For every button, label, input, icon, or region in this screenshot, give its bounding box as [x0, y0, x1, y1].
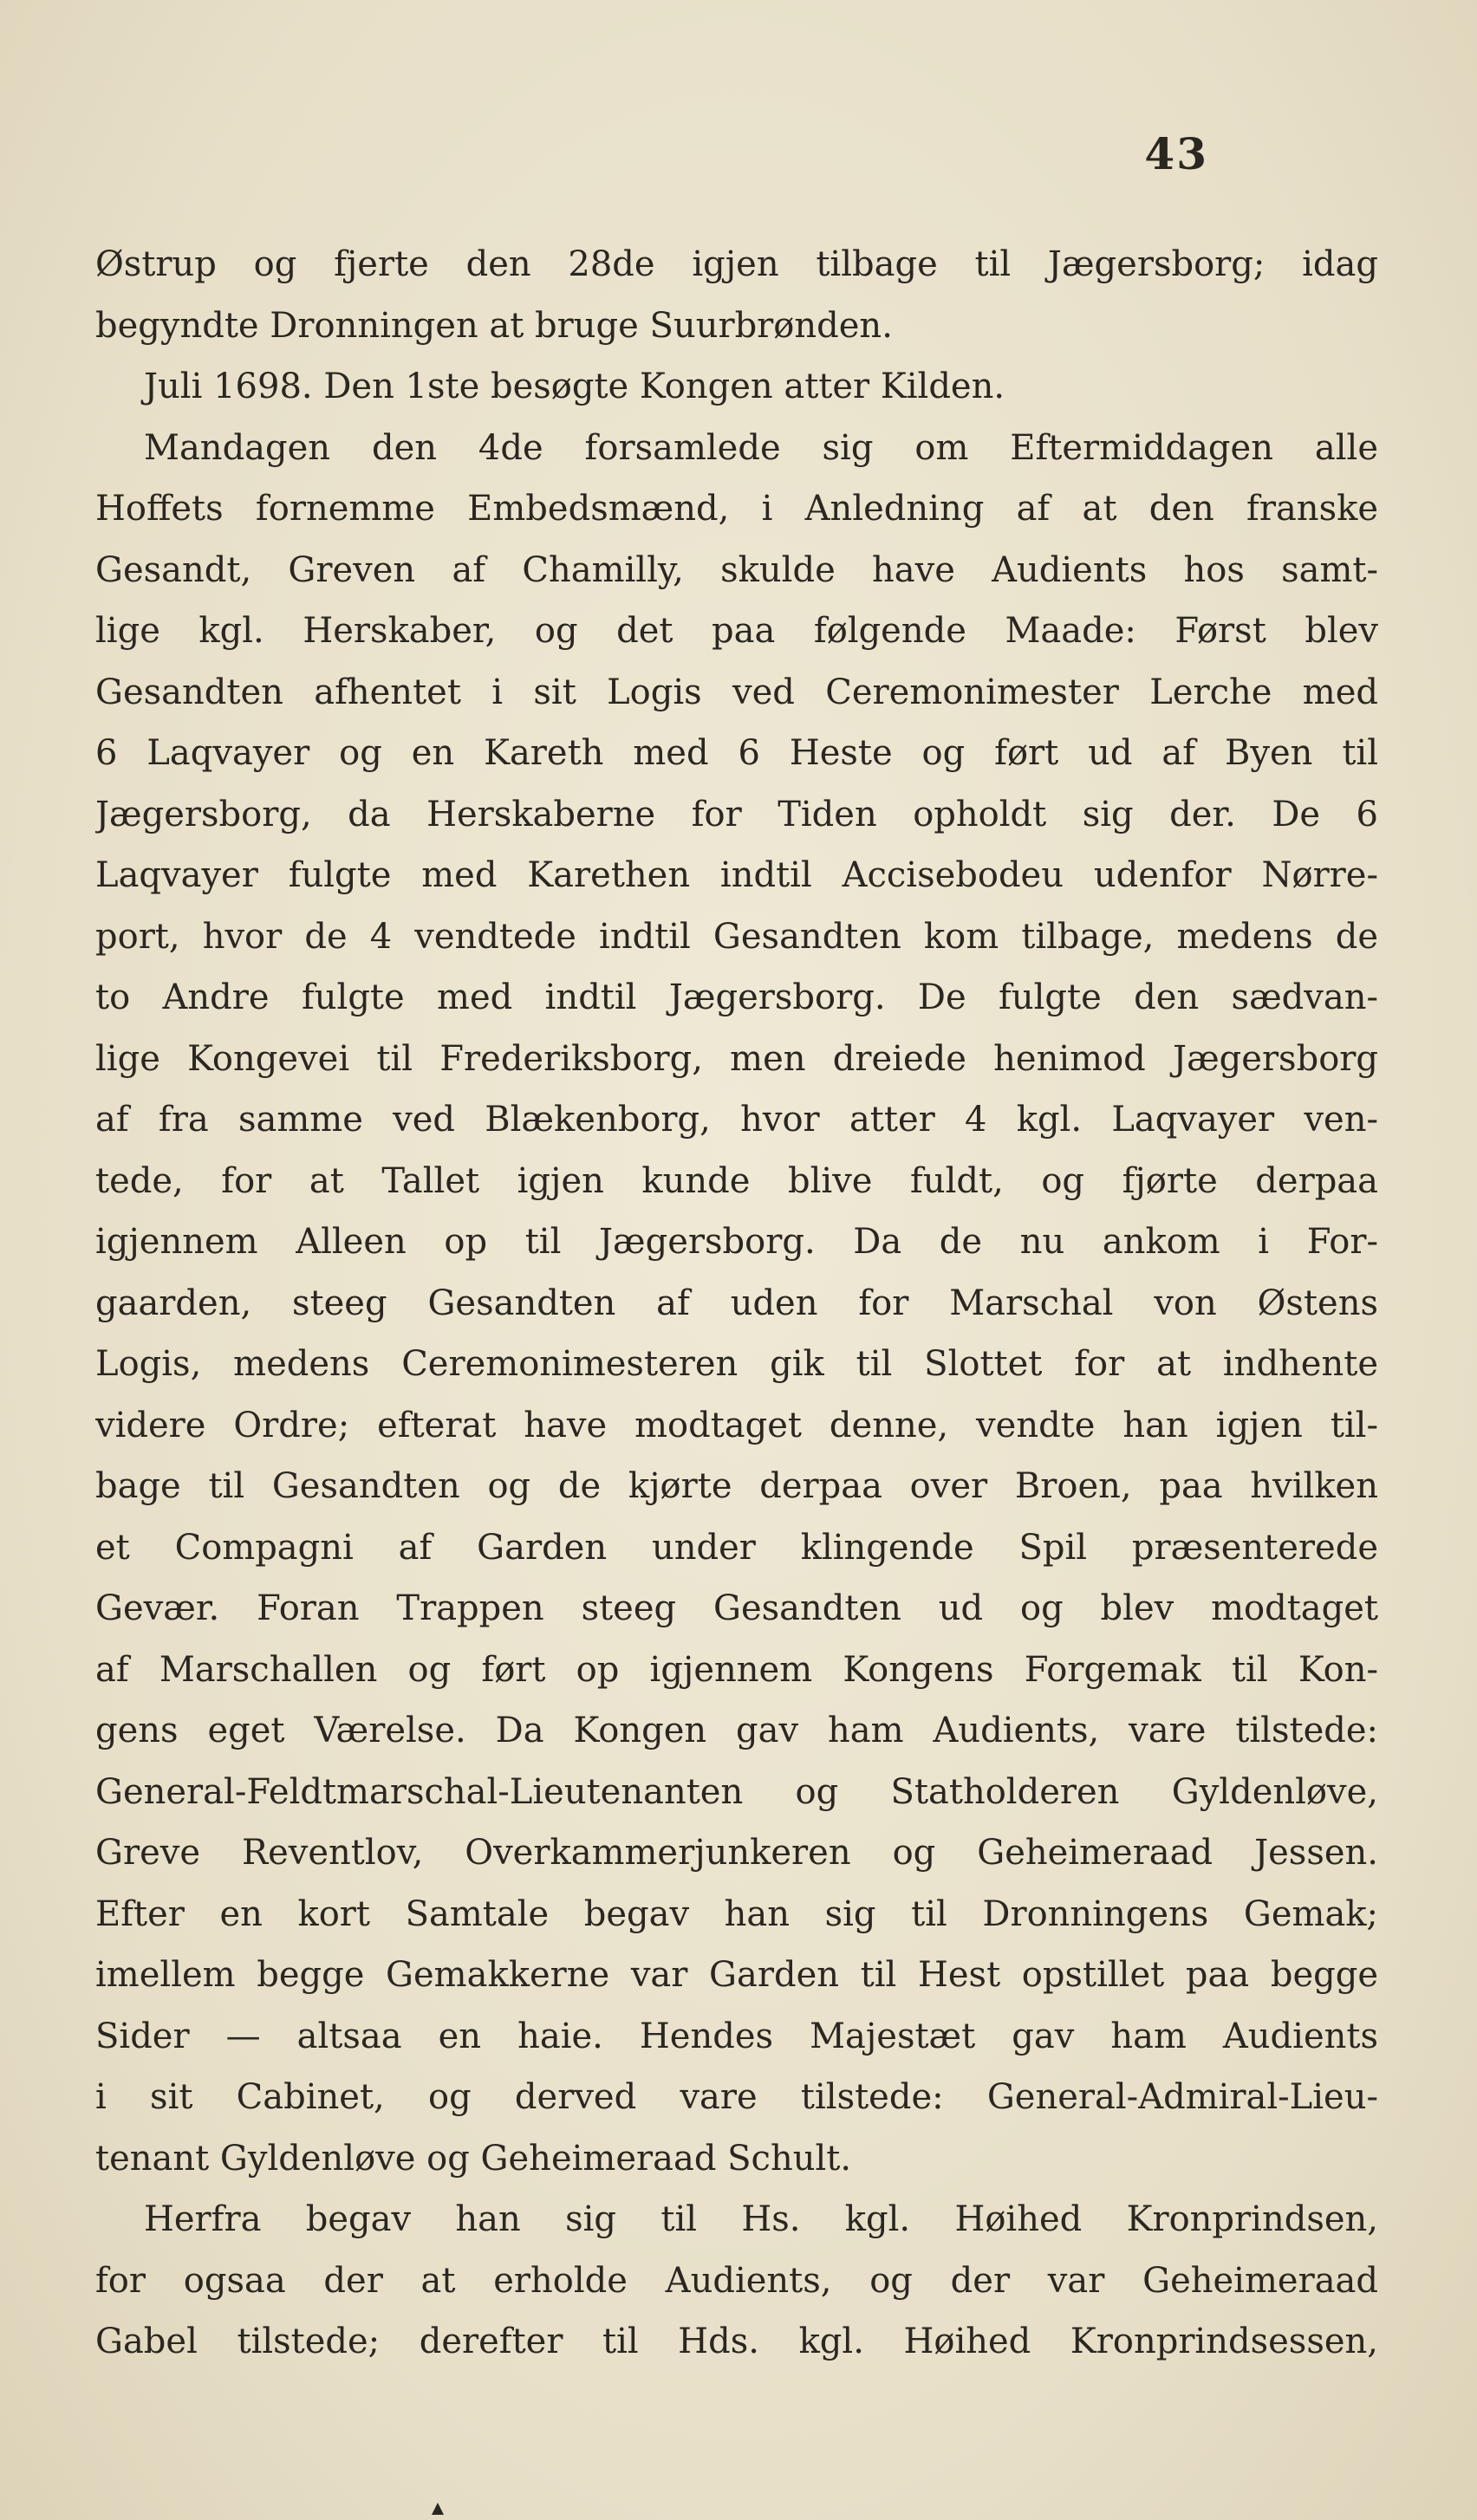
- body-text: [95, 234, 1378, 2373]
- text-line: tenant Gyldenløve og Geheimeraad Schult.: [95, 2138, 852, 2179]
- text-line: Greve Reventlov, Overkammerjunkeren og Geheimeraad Jessen.: [95, 1833, 1378, 1873]
- text-line: imellem begge Gemakkerne var Garden til Hest opstillet paa begge: [95, 1955, 1378, 1995]
- text-line: Sider — altsaa en haie. Hendes Majestæt gav ham Audients: [95, 2016, 1378, 2056]
- text-line: Gevær. Foran Trappen steeg Gesandten ud og blev modtaget: [95, 1588, 1378, 1628]
- print-mark-icon: [432, 2503, 444, 2515]
- text-line: Gesandten afhentet i sit Logis ved Ceremonimester Lerche med: [95, 672, 1378, 712]
- text-line: lige kgl. Herskaber, og det paa følgende Maade: Først blev: [95, 611, 1378, 651]
- text-line: Herfra begav han sig til Hs. kgl. Høihed Kronprindsen,: [144, 2199, 1378, 2239]
- text-line: i sit Cabinet, og derved vare tilstede: General-Admiral-Lieu-: [95, 2077, 1378, 2117]
- text-line: videre Ordre; efterat have modtaget denne, vendte han igjen til-: [95, 1405, 1378, 1445]
- text-line: Østrup og fjerte den 28de igjen tilbage til Jægersborg; idag: [95, 244, 1378, 284]
- text-line: Jægersborg, da Herskaberne for Tiden opholdt sig der. De 6: [95, 794, 1378, 835]
- text-line: et Compagni af Garden under klingende Spil præsenterede: [95, 1527, 1378, 1568]
- text-line: af Marschallen og ført op igjennem Kongens Forgemak til Kon-: [95, 1649, 1378, 1690]
- text-line: Laqvayer fulgte med Karethen indtil Accisebodeu udenfor Nørre-: [95, 855, 1378, 895]
- text-line: Juli 1698. Den 1ste besøgte Kongen atter Kilden.: [144, 367, 1005, 406]
- text-line: Efter en kort Samtale begav han sig til Dronningens Gemak;: [95, 1893, 1378, 1934]
- text-line: bage til Gesandten og de kjørte derpaa over Broen, paa hvilken: [95, 1466, 1378, 1506]
- text-line: to Andre fulgte med indtil Jægersborg. De fulgte den sædvan-: [95, 977, 1378, 1017]
- text-line: tede, for at Tallet igjen kunde blive fuldt, og fjørte derpaa: [95, 1160, 1378, 1201]
- text-line: gens eget Værelse. Da Kongen gav ham Audients, vare tilstede:: [95, 1711, 1378, 1750]
- text-line: igjennem Alleen op til Jægersborg. Da de nu ankom i For-: [95, 1222, 1378, 1262]
- text-line: for ogsaa der at erholde Audients, og der var Geheimeraad: [95, 2260, 1378, 2301]
- text-line: Logis, medens Ceremonimesteren gik til Slottet for at indhente: [95, 1344, 1378, 1384]
- text-line: 6 Laqvayer og en Kareth med 6 Heste og ført ud af Byen til: [95, 733, 1378, 773]
- text-line: Hoffets fornemme Embedsmænd, i Anledning af at den franske: [95, 489, 1378, 529]
- text-line: Gabel tilstede; derefter til Hds. kgl. Høihed Kronprindsessen,: [95, 2322, 1378, 2361]
- text-line: lige Kongevei til Frederiksborg, men dreiede henimod Jægersborg: [95, 1038, 1378, 1079]
- text-line: gaarden, steeg Gesandten af uden for Marschal von Østens: [95, 1283, 1378, 1323]
- text-line: General-Feldtmarschal-Lieutenanten og Statholderen Gyldenløve,: [95, 1771, 1378, 1812]
- text-line: begyndte Dronningen at bruge Suurbrønden.: [95, 305, 893, 346]
- page-number: 43: [1144, 128, 1208, 179]
- text-line: Mandagen den 4de forsamlede sig om Eftermiddagen alle: [144, 427, 1378, 468]
- text-line: port, hvor de 4 vendtede indtil Gesandten kom tilbage, medens de: [95, 916, 1378, 957]
- text-line: Gesandt, Greven af Chamilly, skulde have Audients hos samt-: [95, 549, 1378, 590]
- text-line: af fra samme ved Blækenborg, hvor atter 4 kgl. Laqvayer ven-: [95, 1100, 1378, 1140]
